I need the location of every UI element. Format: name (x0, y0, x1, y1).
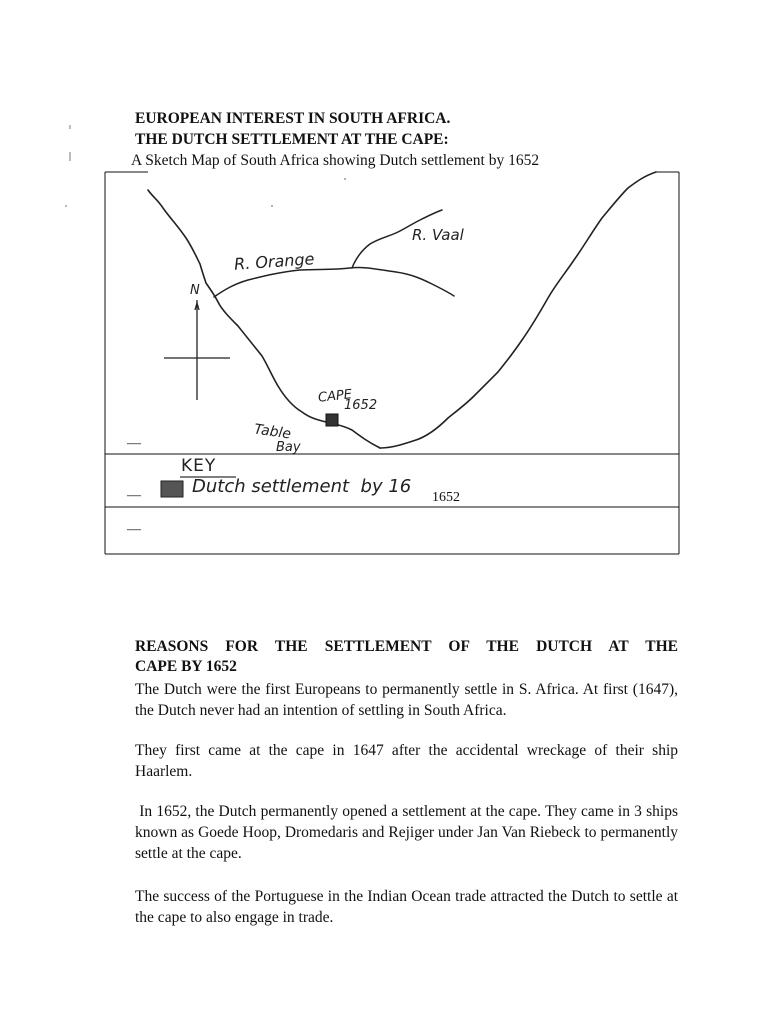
cape-settlement-marker (326, 414, 338, 426)
title-line-1: EUROPEAN INTEREST IN SOUTH AFRICA. (135, 110, 451, 127)
row-dash-1: — (127, 436, 141, 451)
key-title: KEY (181, 456, 217, 476)
north-label: N (190, 283, 200, 298)
cape-label: CAPE (317, 387, 353, 406)
bay-label: Bay (276, 440, 301, 455)
reasons-heading-line-2: CAPE BY 1652 (135, 658, 237, 675)
key-item-label: Dutch settlement by 16 (192, 476, 412, 497)
map-caption: A Sketch Map of South Africa showing Dutch settlement by 1652 (131, 152, 540, 169)
paragraph-1: The Dutch were the first Europeans to permanently settle in S. Africa. At first (1647), the Dutch never had an intention of settling in South Africa. (135, 681, 678, 719)
north-arrow (164, 300, 230, 400)
title-line-2: THE DUTCH SETTLEMENT AT THE CAPE: (135, 131, 449, 148)
river-vaal-label: R. Vaal (412, 226, 464, 244)
row-dash-3: — (127, 522, 141, 537)
map-speck (271, 205, 273, 207)
key-symbol (161, 481, 183, 497)
reasons-heading-line-1: REASONS FOR THE SETTLEMENT OF THE DUTCH AT THE (135, 638, 678, 655)
table-label: Table (253, 421, 292, 443)
river-orange-label: R. Orange (233, 249, 315, 274)
map-speck (344, 178, 346, 180)
east-coastline (380, 172, 656, 448)
cape-year-label: 1652 (344, 398, 378, 413)
reasons-heading (135, 637, 678, 677)
paragraph-3: In 1652, the Dutch permanently opened a settlement at the cape. They came in 3 ships known as Goede Hoop, Dromedaris and Rejiger under Jan Van Riebeck to permanently settle at the cape. (135, 803, 682, 862)
key-item-year: 1652 (432, 490, 460, 505)
paragraph-4: The success of the Portuguese in the Indian Ocean trade attracted the Dutch to settle at the cape to also engage in trade. (135, 888, 678, 926)
paragraph-2: They first came at the cape in 1647 after the accidental wreckage of their ship Haarlem. (135, 742, 678, 780)
row-dash-2: — (127, 488, 141, 503)
